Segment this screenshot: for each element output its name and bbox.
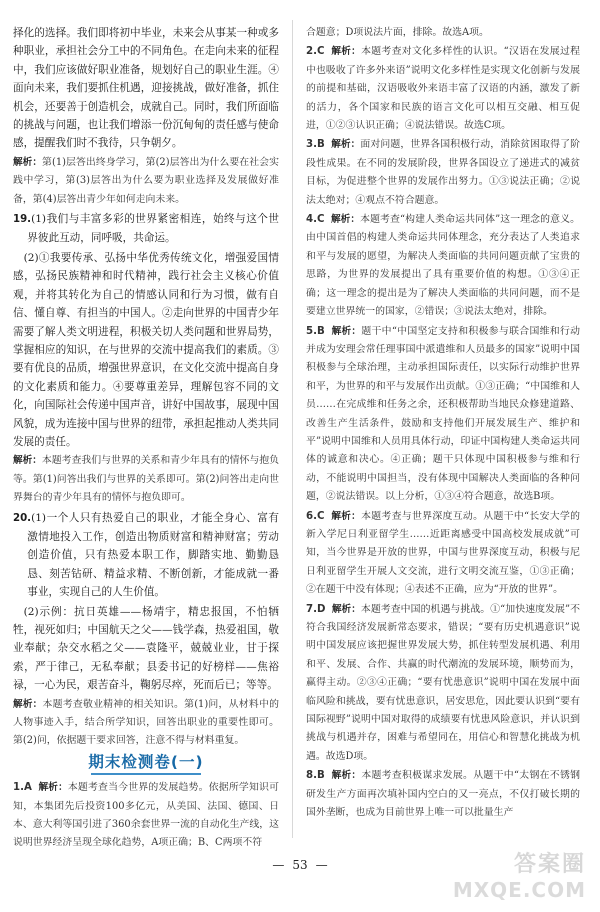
question-number: 3.B xyxy=(306,139,325,151)
analysis-text: 题干中“中国坚定支持和积极参与联合国维和行动并成为安理会常任理事国中派遣维和人员最多的国家”说明中国积极参与全球治理，主动承担国际责任，以实际行动维护世界和平，为世界的和平与发展作出贡献。①③正确；“中国维和人员……在完成维和任务之余，还积极帮助当地民众修建道路、改善生产生活条件，鼓励和支持他们开展发展生产、维护和平”说明中国维和人员用具体行动，印证中国构建人类命运共同体的诚意和决心。④正确；题干只体现中国积极参与维和行动，不能说明中国担当，没有体现中国解决人类面临的各种问题，②说法错误。以上分析，①③④符合题意，故选B项。 xyxy=(306,325,581,503)
footer-dash-left: — xyxy=(272,858,285,872)
analysis-label: 解析： xyxy=(331,603,361,615)
question-2-analysis xyxy=(306,43,580,135)
analysis-label: 解析： xyxy=(13,455,42,467)
analysis-text: 本题考查中国的机遇与挑战。①“加快速度发展”不符合我国经济发展新常态要求，错误；“要有历史机遇意识”说明中国发展应该把握世界发展大势，抓住转型发展机遇、利用和平、发展、合作、共赢的时代潮流的发展环境，顺势而为，赢得主动。②③④正确；“要有忧患意识”说明中国在发展中面临风险和挑战，要有忧患意识，居安思危，因此要认识到“要有国际视野”说明中国对取得的成绩要有忧患风险意识，并认识到挑战与机遇并存，困难与希望同在，用信心和智慧化挑战为机遇。故选D项。 xyxy=(306,603,581,762)
analysis-text: 本题考查当今世界的发展趋势。依据所学知识可知，本集团先后投资100多亿元，从美国、法国、德国、日本、意大利等国引进了360余套世界一流的自动化生产线，这说明世界经济呈现全球化趋势，A项正确；B、C两项不符 xyxy=(13,782,279,849)
analysis-label: 解析： xyxy=(13,698,43,710)
question-19-part-2: (2)①我要传承、弘扬中华优秀传统文化，增强爱国情感，弘扬民族精神和时代精神，践行社会主义核心价值观，并将其转化为自己的情感认同和行为习惯，做有自信、懂自尊、有担当的中国人。②走向世界的中国青少年需要了解人类文明进程，积极关切人类问题和世界局势，掌握相应的知识，在与世界的交流中提高我们的素质。③要有优良的品质，增强世界意识，在文化交流中提高自身的文化素质和能力。④要尊重差异，理解包容不同的文化，向国际社会传递中国声音，讲好中国故事，展现中国风貌，成为连接中国与世界的纽带，承担起推动人类共同发展的责任。 xyxy=(13,251,279,448)
analysis-text: 本题考查我们与世界的关系和青少年具有的情怀与抱负等。第(1)问答出我们与世界的关系即可。第(2)问答出走向世界舞台的青少年具有的情怀与抱负即可。 xyxy=(13,455,279,504)
question-number: 19. xyxy=(13,214,32,226)
footer-dash-right: — xyxy=(315,858,328,872)
question-number: 20. xyxy=(13,512,32,524)
question-6-analysis xyxy=(306,508,580,600)
question-number: 2.C xyxy=(306,46,325,58)
analysis-text: 本题考查对文化多样性的认识。“汉语在发展过程中也吸收了许多外来语”说明文化多样性是实现文化创新与发展的前提和基础，汉语吸收外来语丰富了汉语的内涵，激发了新的活力，各个国家和民族的语言文化可以相互交融、相互促进，①②③认识正确；④说法错误。故选C项。 xyxy=(306,46,580,132)
question-5-analysis xyxy=(306,323,580,507)
question-1-analysis xyxy=(13,779,279,853)
question-number: 6.C xyxy=(306,510,325,522)
right-column xyxy=(306,24,580,823)
analysis-label: 解析： xyxy=(331,139,361,151)
question-18-analysis xyxy=(13,154,279,209)
analysis-label: 解析： xyxy=(331,325,362,337)
question-7-analysis xyxy=(306,601,580,767)
page-number: 53 xyxy=(292,858,308,872)
watermark-url: MXQE.COM xyxy=(452,878,586,902)
question-number: 8.B xyxy=(306,770,325,782)
question-3-analysis xyxy=(306,136,580,210)
question-number: 7.D xyxy=(306,603,326,615)
section-title: 期末检测卷(一) xyxy=(13,753,279,775)
analysis-label: 解析： xyxy=(331,510,362,522)
analysis-label: 解析： xyxy=(13,156,43,168)
question-number: 4.C xyxy=(306,214,325,226)
watermark-title: 答案圈 xyxy=(513,852,586,877)
analysis-text: 本题考查与世界深度互动。从题干中“长安大学的新入学尼日利亚留学生……近距离感受中国高校发展成就”可知，当今世界是开放的世界，中国与世界深度互动，积极与尼日利亚留学生开展人文交流，进行文明交流互鉴，①③正确；②在题干中没有体现；④表述不正确，应为“开放的世界”。 xyxy=(306,510,580,596)
answer-text: (1)我们与丰富多彩的世界紧密相连，始终与这个世界彼此互动，同呼吸，共命运。 xyxy=(27,213,279,245)
watermark-logo xyxy=(453,847,586,902)
question-19-analysis xyxy=(13,452,279,507)
question-19-part-1 xyxy=(13,210,279,248)
column-divider xyxy=(292,20,293,838)
analysis-label: 解析： xyxy=(38,782,68,794)
analysis-label: 解析： xyxy=(330,214,361,226)
analysis-text: 第(1)层答出终身学习，第(2)层答出为什么要在社会实践中学习，第(3)层答出为什么要为职业选择及发展做好准备，第(4)层答出青少年如何走向未来。 xyxy=(13,156,280,205)
analysis-text: 面对问题，世界各国积极行动，消除贫困取得了阶段性成果。在不同的发展阶段，世界各国设立了递进式的减贫目标，为促进整个世界的发展作出努力。①③说法正确；②说法太绝对；④观点不符合题意。 xyxy=(306,139,580,206)
question-8-analysis xyxy=(306,767,580,822)
analysis-text: 本题考查“构建人类命运共同体”这一理念的意义。由中国首倡的构建人类命运共同体理念，充分表达了人类追求和平与发展的愿望，为解决人类面临的共同问题贡献了宝贵的思路，为世界的发展提出了具有重要价值的构想。①③④正确；这一理念的提出是为了解决人类面临的共同问题，而不是要建立世界统一的国家，②错误；③说法太绝对，排除。 xyxy=(306,214,581,318)
question-18-tail: 择化的选择。我们即将初中毕业，未来会从事某一种或多种职业，承担社会分工中的不同角色。在走向未来的征程中，我们应该做好职业准备，规划好自己的职业生涯。④面向未来，我们要抓住机遇，迎接挑战，做好准备，抓住机会，还要善于创造机会，成就自己。同时，我们所面临的挑战与问题，也让我们增添一份沉甸甸的责任感与使命感，提醒我们时不我待，只争朝夕。 xyxy=(13,27,279,150)
left-column xyxy=(13,24,279,854)
analysis-label: 解析： xyxy=(331,770,362,782)
question-20-analysis xyxy=(13,696,279,751)
question-number: 1.A xyxy=(13,782,32,794)
analysis-label: 解析： xyxy=(331,46,362,58)
question-1-tail: 合题意；D项说法片面，排除。故选A项。 xyxy=(306,27,489,38)
question-4-analysis xyxy=(306,211,580,321)
analysis-text: 本题考查积极谋求发展。从题干中“太钢在不锈钢研发生产方面再次填补国内空白的又一亮点，不仅打破长期的国外垄断，也成为目前世界上唯一可以批量生产 xyxy=(306,770,581,819)
question-20-part-1 xyxy=(13,509,279,602)
question-number: 5.B xyxy=(306,325,325,337)
analysis-text: 本题考查敬业精神的相关知识。第(1)问，从材料中的人物事迹入手，结合所学知识，回答出职业的重要性即可。第(2)问，依据题干要求回答，注意不得与材料重复。 xyxy=(13,698,279,747)
answer-text: (1)一个人只有热爱自己的职业，才能全身心、富有激情地投入工作，创造出物质财富和精神财富；劳动创造价值，只有热爱本职工作，脚踏实地、勤勤恳恳、刻苦钻研、精益求精、不断创新，才能成就一番事业，实现自己的人生价值。 xyxy=(27,511,279,599)
question-20-part-2: (2)示例：抗日英雄——杨靖宇，精忠报国，不怕牺牲，视死如归；中国航天之父——钱学森，热爱祖国，敬业奉献；杂交水稻之父——袁隆平，兢兢业业，甘于探索，严于律己，无私奉献；县委书记的好榜样——焦裕禄，一心为民，艰苦奋斗，鞠躬尽瘁，死而后已；等等。 xyxy=(13,605,279,692)
